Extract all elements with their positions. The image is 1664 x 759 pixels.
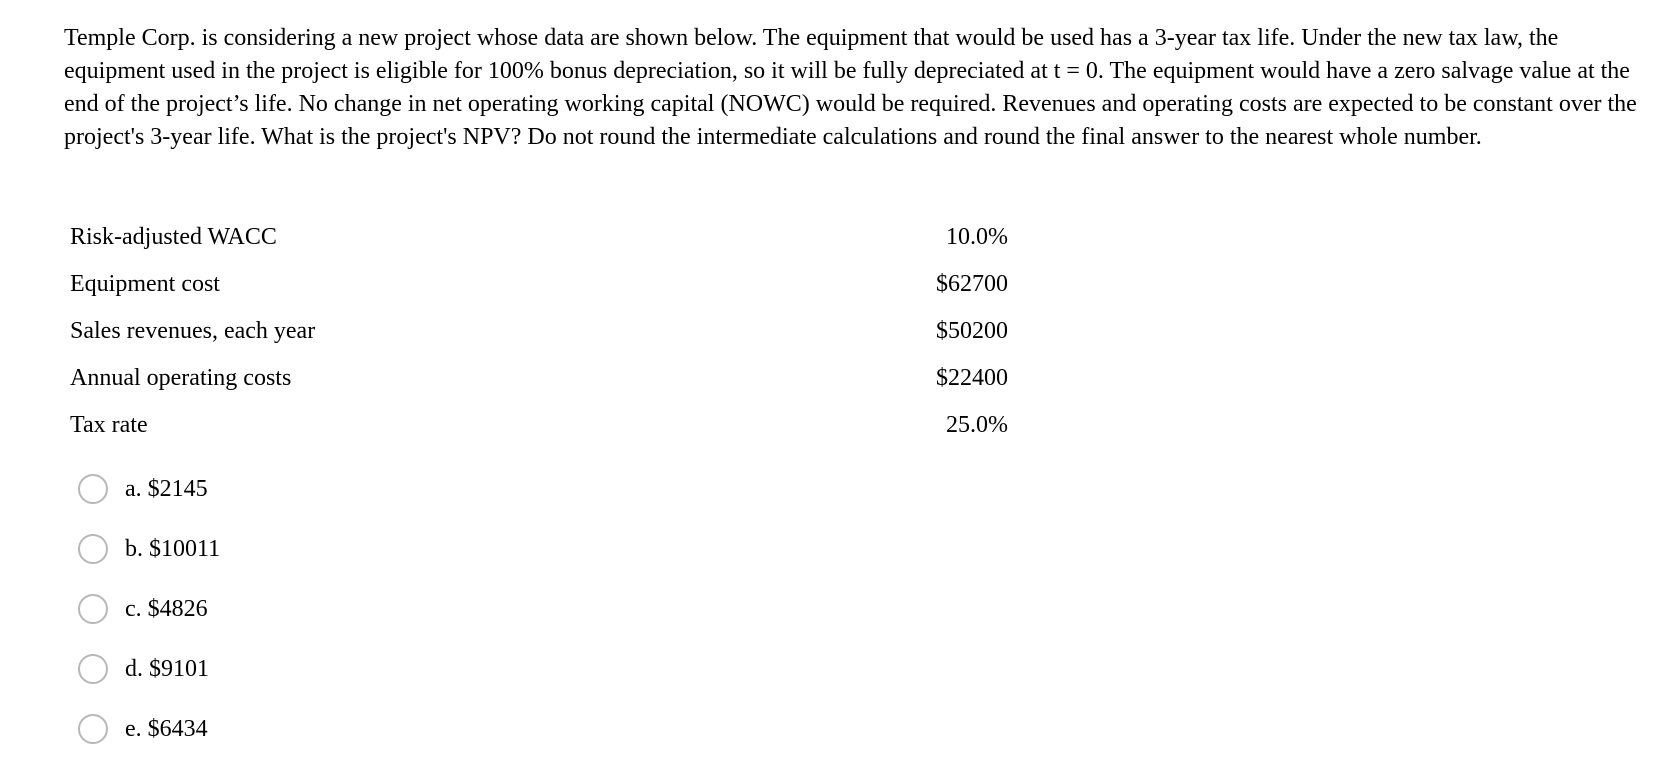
option-label[interactable]: e. $6434 [125, 715, 208, 742]
row-value: $22400 [936, 365, 1008, 391]
row-value: 25.0% [946, 412, 1008, 438]
table-row [70, 308, 1008, 355]
option-label[interactable]: b. $10011 [125, 535, 221, 562]
answer-option-b[interactable] [78, 519, 220, 579]
radio-button[interactable] [78, 474, 108, 504]
row-label: Sales revenues, each year [70, 318, 316, 344]
row-label: Risk-adjusted WACC [70, 224, 277, 250]
radio-button[interactable] [78, 654, 108, 684]
data-table [70, 214, 1008, 449]
row-label: Equipment cost [70, 271, 220, 297]
table-row [70, 261, 1008, 308]
radio-button[interactable] [78, 594, 108, 624]
table-row [70, 355, 1008, 402]
option-label[interactable]: c. $4826 [125, 595, 208, 622]
question-text: Temple Corp. is considering a new project whose data are shown below. The equipment that would be used has a 3-year tax life. Under the new tax law, the equipment used in the project is eligible for 100% bonus depreciation, so it will be fully depreciated at t = 0. The equipment would have a zero salvage value at the end of the project’s life. No change in net operating working capital (NOWC) would be required. Revenues and operating costs are expected to be constant over the project's 3-year life. What is the project's NPV? Do not round the intermediate calculations and round the final answer to the nearest whole number. [64, 25, 1637, 150]
option-label[interactable]: d. $9101 [125, 655, 209, 682]
table-row [70, 214, 1008, 261]
row-label: Tax rate [70, 412, 148, 438]
answer-option-a[interactable] [78, 459, 220, 519]
table-row [70, 402, 1008, 449]
answer-option-c[interactable] [78, 579, 220, 639]
row-value: $50200 [936, 318, 1008, 344]
radio-button[interactable] [78, 534, 108, 564]
answer-option-e[interactable] [78, 699, 220, 759]
row-value: 10.0% [946, 224, 1008, 250]
row-label: Annual operating costs [70, 365, 292, 391]
row-value: $62700 [936, 271, 1008, 297]
radio-button[interactable] [78, 714, 108, 744]
answer-options [78, 459, 220, 759]
answer-option-d[interactable] [78, 639, 220, 699]
option-label[interactable]: a. $2145 [125, 475, 208, 502]
